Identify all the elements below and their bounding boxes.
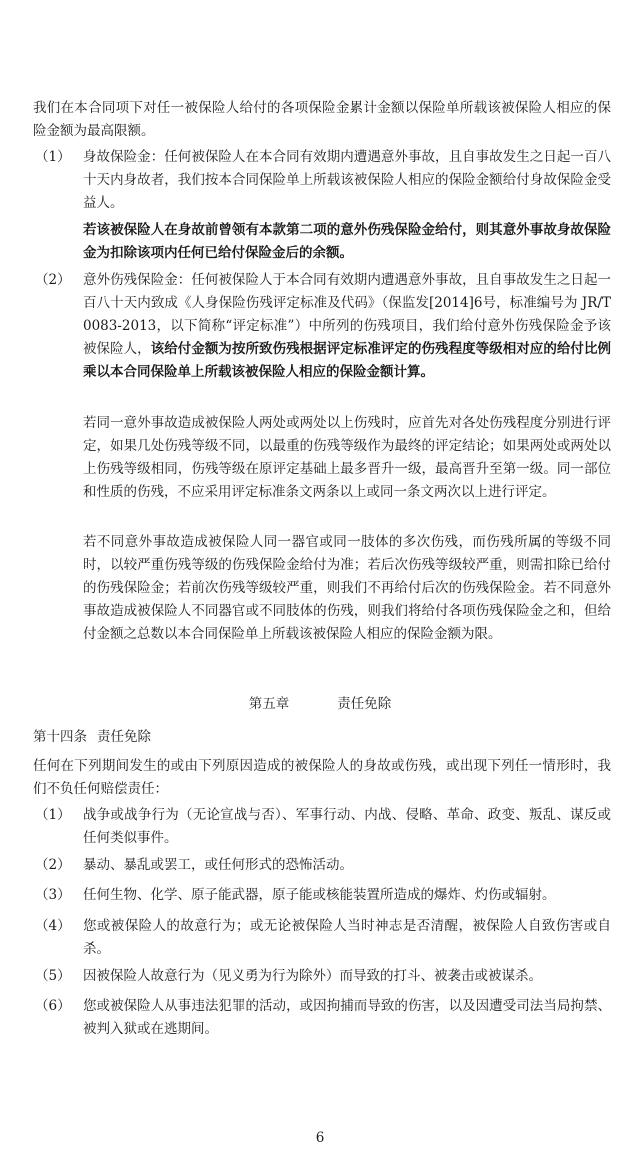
item-text: 身故保险金：任何被保险人在本合同有效期内遭遇意外事故，且自事故发生之日起一百八十天内身故者，我们按本合同保险单上所载该被保险人相应的保险金额给付身故保险金受益人。 [83,149,611,211]
benefit-item-2-note-2: 若不同意外事故造成被保险人同一器官或同一肢体的多次伤残，而伤残所属的等级不同时，以较严重伤残等级的伤残保险金给付为准；若后次伤残等级较严重，则需扣除已给付的伤残保险金；若前次伤残等级较严重，则我们不再给付后次的伤残保险金。若不同意外事故造成被保险人不同器官或不同肢体的伤残，则我们将给付各项伤残保险金之和，但给付金额之总数以本合同保险单上所载该被保险人相应的保险金额为限。 [83,534,611,642]
chapter-heading [0,693,640,716]
item-text-part-b: 该给付金额为按所致伤残根据评定标准评定的伤残程度等级相对应的给付比例乘以本合同保险单上所载该被保险人相应的保险金额计算。 [83,341,612,380]
intro-paragraph: 我们在本合同项下对任一被保险人给付的各项保险金累计金额以保险单所载该被保险人相应的保险金额为最高限额。 [33,100,611,139]
item-number: （1） [35,149,71,165]
item-number: （2） [35,857,71,873]
item-text: 您或被保险人的故意行为；或无论被保险人当时神志是否清醒，被保险人自致伤害或自杀。 [83,918,611,957]
item-number: （2） [35,272,71,288]
item-text: 暴动、暴乱或罢工，或任何形式的恐怖活动。 [83,857,353,873]
item-number: （1） [35,807,71,823]
item-number: （6） [35,998,71,1014]
item-number: （3） [35,887,71,903]
item-text [83,269,611,384]
item-text: 您或被保险人从事违法犯罪的活动，或因拘捕而导致的伤害，以及因遭受司法当局拘禁、被判入狱或在逃期间。 [83,998,611,1037]
chapter-title: 责任免除 [337,696,392,712]
chapter-number: 第五章 [248,696,290,712]
item-text: 因被保险人故意行为（见义勇为行为除外）而导致的打斗、被袭击或被谋杀。 [83,968,542,984]
page-number: 6 [315,1130,325,1146]
item-text: 任何生物、化学、原子能武器，原子能或核能装置所造成的爆炸、灼伤或辐射。 [83,887,556,903]
item-number: （5） [35,968,71,984]
benefit-item-2-note-1: 若同一意外事故造成被保险人两处或两处以上伤残时，应首先对各处伤残程度分别进行评定，如果几处伤残等级不同，以最重的伤残等级作为最终的评定结论；如果两处或两处以上伤残等级相同，伤残等级在原评定基础上最多晋升一级，最高晋升至第一级。同一部位和性质的伤残，不应采用评定标准条文两条以上或同一条文两次以上进行评定。 [83,415,611,500]
article-title: 责任免除 [97,729,151,745]
item-text-part-a: 意外伤残保险金：任何被保险人于本合同有效期内遭遇意外事故，且自事故发生之日起一百八十天内致成《人身保险伤残评定标准及代码》（保监发[2014]6号，标准编号为 JR/T 0083-2013，以下简称“评定标准”）中所列的伤残项目，我们给付意外伤残保险金予该被保险人， [83,272,611,357]
item-number: （4） [35,918,71,934]
benefit-item-1-note: 若该被保险人在身故前曾领有本款第二项的意外伤残保险金给付，则其意外事故身故保险金为扣除该项内任何已给付保险金后的余额。 [83,222,611,261]
article-number: 第十四条 [33,729,87,745]
item-text: 战争或战争行为（无论宣战与否）、军事行动、内战、侵略、革命、政变、叛乱、谋反或任何类似事件。 [83,807,611,846]
exclusion-intro: 任何在下列期间发生的或由下列原因造成的被保险人的身故或伤残，或出现下列任一情形时，我们不负任何赔偿责任： [33,758,611,797]
article-heading [33,726,161,749]
